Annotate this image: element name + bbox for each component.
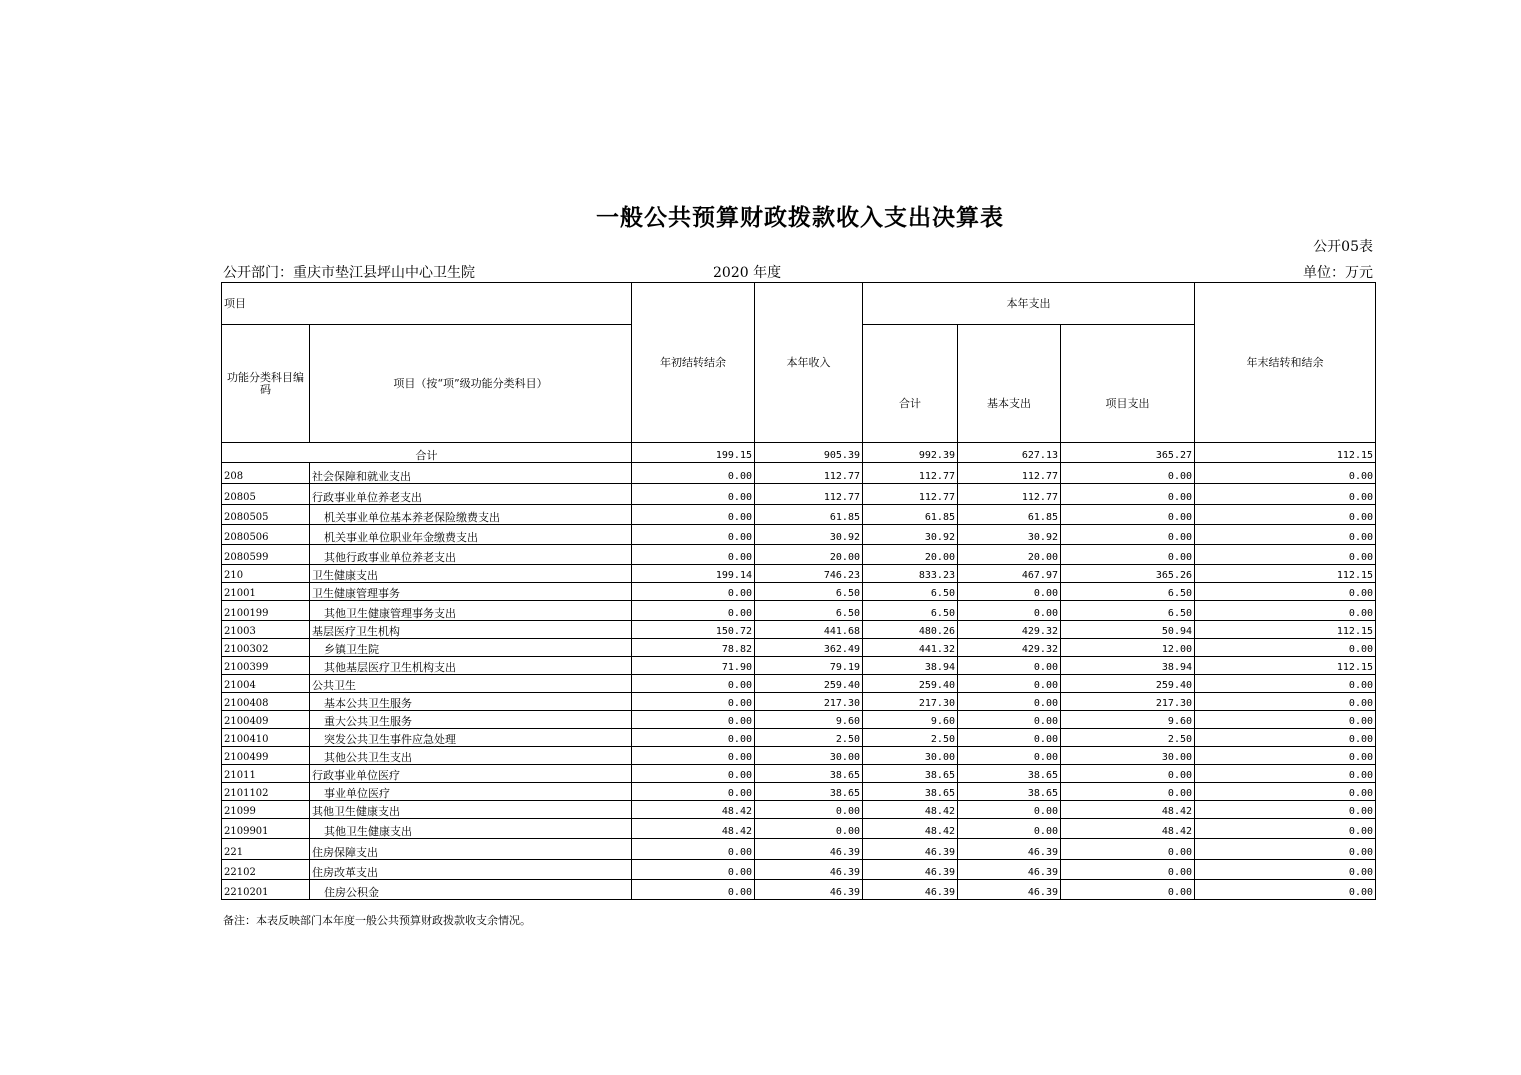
- row-expense: 217.30: [863, 693, 958, 711]
- row-name: 卫生健康管理事务: [310, 583, 632, 601]
- row-basic: 0.00: [958, 747, 1061, 765]
- header-code: 功能分类科目编码: [222, 325, 310, 443]
- row-basic: 467.97: [958, 565, 1061, 583]
- row-code: 2100302: [222, 639, 310, 657]
- header-total: 合计: [863, 325, 958, 443]
- unit-label: 单位：万元: [1303, 265, 1373, 281]
- row-opening: 0.00: [632, 783, 755, 801]
- row-basic: 0.00: [958, 693, 1061, 711]
- row-name: 社会保障和就业支出: [310, 463, 632, 484]
- row-basic: 0.00: [958, 801, 1061, 819]
- row-project: 6.50: [1061, 583, 1195, 601]
- row-income: 112.77: [755, 463, 863, 484]
- row-opening: 0.00: [632, 583, 755, 601]
- row-closing: 0.00: [1195, 675, 1376, 693]
- row-closing: 0.00: [1195, 525, 1376, 545]
- table-row: [222, 525, 1376, 545]
- row-income: 46.39: [755, 839, 863, 860]
- row-income: 112.77: [755, 484, 863, 505]
- row-basic: 38.65: [958, 765, 1061, 783]
- row-code: 20805: [222, 484, 310, 505]
- row-income: 2.50: [755, 729, 863, 747]
- table-row: [222, 839, 1376, 860]
- page-title: 一般公共预算财政拨款收入支出决算表: [596, 205, 1004, 231]
- table-row: [222, 783, 1376, 801]
- row-basic: 20.00: [958, 545, 1061, 565]
- row-project: 48.42: [1061, 819, 1195, 839]
- row-basic: 46.39: [958, 860, 1061, 880]
- header-income: 本年收入: [755, 283, 863, 443]
- table-row: [222, 860, 1376, 880]
- row-project: 365.26: [1061, 565, 1195, 583]
- row-project: 12.00: [1061, 639, 1195, 657]
- row-code: 21003: [222, 621, 310, 639]
- row-expense: 6.50: [863, 601, 958, 621]
- year-label: 2020 年度: [713, 265, 782, 281]
- row-closing: 0.00: [1195, 729, 1376, 747]
- row-income: 46.39: [755, 860, 863, 880]
- row-expense: 46.39: [863, 860, 958, 880]
- table-row: [222, 484, 1376, 505]
- row-closing: 0.00: [1195, 839, 1376, 860]
- table-row: [222, 657, 1376, 675]
- row-closing: 0.00: [1195, 860, 1376, 880]
- header-expense: 本年支出: [863, 283, 1195, 325]
- table-row: [222, 621, 1376, 639]
- row-name: 行政事业单位医疗: [310, 765, 632, 783]
- row-income: 30.00: [755, 747, 863, 765]
- row-closing: 112.15: [1195, 657, 1376, 675]
- row-income: 9.60: [755, 711, 863, 729]
- row-basic: 30.92: [958, 525, 1061, 545]
- row-opening: 71.90: [632, 657, 755, 675]
- table-row: [222, 583, 1376, 601]
- row-code: 2210201: [222, 880, 310, 900]
- row-code: 2100199: [222, 601, 310, 621]
- row-name: 住房保障支出: [310, 839, 632, 860]
- row-basic: 46.39: [958, 880, 1061, 900]
- row-closing: 0.00: [1195, 765, 1376, 783]
- table-row: [222, 711, 1376, 729]
- row-expense: 6.50: [863, 583, 958, 601]
- row-expense: 112.77: [863, 463, 958, 484]
- table-row: [222, 819, 1376, 839]
- row-code: 210: [222, 565, 310, 583]
- row-income: 0.00: [755, 819, 863, 839]
- row-income: 38.65: [755, 765, 863, 783]
- row-project: 6.50: [1061, 601, 1195, 621]
- header-project-expense: 项目支出: [1061, 325, 1195, 443]
- total-closing: 112.15: [1195, 443, 1376, 463]
- department-label: 公开部门：重庆市垫江县坪山中心卫生院: [223, 265, 475, 281]
- table-row: [222, 693, 1376, 711]
- row-income: 79.19: [755, 657, 863, 675]
- row-closing: 0.00: [1195, 545, 1376, 565]
- table-row: [222, 801, 1376, 819]
- table-row: [222, 747, 1376, 765]
- row-name: 其他公共卫生支出: [310, 747, 632, 765]
- row-project: 217.30: [1061, 693, 1195, 711]
- total-basic: 627.13: [958, 443, 1061, 463]
- row-opening: 199.14: [632, 565, 755, 583]
- row-project: 30.00: [1061, 747, 1195, 765]
- row-income: 259.40: [755, 675, 863, 693]
- row-expense: 259.40: [863, 675, 958, 693]
- row-closing: 0.00: [1195, 747, 1376, 765]
- table-row: [222, 463, 1376, 484]
- row-income: 20.00: [755, 545, 863, 565]
- row-code: 221: [222, 839, 310, 860]
- row-basic: 429.32: [958, 621, 1061, 639]
- row-income: 0.00: [755, 801, 863, 819]
- row-expense: 20.00: [863, 545, 958, 565]
- row-closing: 0.00: [1195, 639, 1376, 657]
- row-name: 机关事业单位职业年金缴费支出: [310, 525, 632, 545]
- row-code: 2080506: [222, 525, 310, 545]
- row-code: 21099: [222, 801, 310, 819]
- row-income: 6.50: [755, 601, 863, 621]
- row-name: 机关事业单位基本养老保险缴费支出: [310, 505, 632, 525]
- row-opening: 0.00: [632, 545, 755, 565]
- row-opening: 0.00: [632, 860, 755, 880]
- row-opening: 0.00: [632, 525, 755, 545]
- row-opening: 0.00: [632, 693, 755, 711]
- row-code: 2080505: [222, 505, 310, 525]
- row-closing: 0.00: [1195, 583, 1376, 601]
- header-basic: 基本支出: [958, 325, 1061, 443]
- row-opening: 0.00: [632, 675, 755, 693]
- row-opening: 0.00: [632, 463, 755, 484]
- row-code: 21004: [222, 675, 310, 693]
- table-row: [222, 601, 1376, 621]
- row-opening: 0.00: [632, 484, 755, 505]
- row-name: 其他卫生健康管理事务支出: [310, 601, 632, 621]
- row-basic: 0.00: [958, 657, 1061, 675]
- total-expense: 992.39: [863, 443, 958, 463]
- row-code: 21001: [222, 583, 310, 601]
- row-name: 公共卫生: [310, 675, 632, 693]
- row-expense: 46.39: [863, 880, 958, 900]
- row-expense: 61.85: [863, 505, 958, 525]
- row-code: 2101102: [222, 783, 310, 801]
- row-expense: 833.23: [863, 565, 958, 583]
- row-project: 0.00: [1061, 860, 1195, 880]
- row-project: 50.94: [1061, 621, 1195, 639]
- row-opening: 0.00: [632, 711, 755, 729]
- row-name: 突发公共卫生事件应急处理: [310, 729, 632, 747]
- row-basic: 112.77: [958, 484, 1061, 505]
- row-name: 其他卫生健康支出: [310, 819, 632, 839]
- row-project: 0.00: [1061, 783, 1195, 801]
- table-row: [222, 505, 1376, 525]
- header-name: 项目（按“项”级功能分类科目）: [310, 325, 632, 443]
- row-basic: 0.00: [958, 601, 1061, 621]
- row-opening: 48.42: [632, 801, 755, 819]
- row-name: 乡镇卫生院: [310, 639, 632, 657]
- form-number: 公开05表: [1313, 239, 1373, 255]
- row-name: 基本公共卫生服务: [310, 693, 632, 711]
- total-opening: 199.15: [632, 443, 755, 463]
- row-expense: 46.39: [863, 839, 958, 860]
- row-opening: 48.42: [632, 819, 755, 839]
- row-closing: 0.00: [1195, 463, 1376, 484]
- row-opening: 0.00: [632, 839, 755, 860]
- row-basic: 0.00: [958, 729, 1061, 747]
- total-row: [222, 443, 1376, 463]
- row-expense: 48.42: [863, 801, 958, 819]
- row-project: 259.40: [1061, 675, 1195, 693]
- row-project: 0.00: [1061, 545, 1195, 565]
- row-expense: 112.77: [863, 484, 958, 505]
- row-project: 0.00: [1061, 505, 1195, 525]
- row-income: 30.92: [755, 525, 863, 545]
- row-code: 2100499: [222, 747, 310, 765]
- header-row-1: [222, 283, 1376, 325]
- row-closing: 0.00: [1195, 693, 1376, 711]
- row-closing: 0.00: [1195, 711, 1376, 729]
- row-income: 38.65: [755, 783, 863, 801]
- row-expense: 480.26: [863, 621, 958, 639]
- row-code: 2080599: [222, 545, 310, 565]
- row-expense: 38.65: [863, 783, 958, 801]
- row-basic: 46.39: [958, 839, 1061, 860]
- row-code: 21011: [222, 765, 310, 783]
- row-expense: 441.32: [863, 639, 958, 657]
- row-code: 2100409: [222, 711, 310, 729]
- row-opening: 0.00: [632, 747, 755, 765]
- header-project: 项目: [222, 283, 632, 325]
- row-project: 0.00: [1061, 839, 1195, 860]
- row-basic: 429.32: [958, 639, 1061, 657]
- table-row: [222, 765, 1376, 783]
- table-row: [222, 880, 1376, 900]
- row-name: 基层医疗卫生机构: [310, 621, 632, 639]
- row-name: 其他行政事业单位养老支出: [310, 545, 632, 565]
- row-basic: 0.00: [958, 583, 1061, 601]
- row-opening: 0.00: [632, 765, 755, 783]
- row-basic: 61.85: [958, 505, 1061, 525]
- row-project: 2.50: [1061, 729, 1195, 747]
- row-basic: 0.00: [958, 711, 1061, 729]
- row-project: 0.00: [1061, 484, 1195, 505]
- row-closing: 0.00: [1195, 484, 1376, 505]
- row-project: 0.00: [1061, 880, 1195, 900]
- row-basic: 38.65: [958, 783, 1061, 801]
- header-closing: 年末结转和结余: [1195, 283, 1376, 443]
- header-opening: 年初结转结余: [632, 283, 755, 443]
- row-name: 事业单位医疗: [310, 783, 632, 801]
- table-row: [222, 729, 1376, 747]
- row-expense: 30.92: [863, 525, 958, 545]
- row-closing: 0.00: [1195, 819, 1376, 839]
- row-income: 6.50: [755, 583, 863, 601]
- table-row: [222, 639, 1376, 657]
- row-name: 其他基层医疗卫生机构支出: [310, 657, 632, 675]
- budget-table: [221, 282, 1376, 900]
- row-income: 46.39: [755, 880, 863, 900]
- table-row: [222, 675, 1376, 693]
- row-code: 2100399: [222, 657, 310, 675]
- row-closing: 0.00: [1195, 880, 1376, 900]
- row-name: 重大公共卫生服务: [310, 711, 632, 729]
- row-income: 61.85: [755, 505, 863, 525]
- row-income: 746.23: [755, 565, 863, 583]
- row-opening: 0.00: [632, 601, 755, 621]
- row-closing: 112.15: [1195, 565, 1376, 583]
- row-project: 48.42: [1061, 801, 1195, 819]
- row-project: 9.60: [1061, 711, 1195, 729]
- table-row: [222, 565, 1376, 583]
- total-project: 365.27: [1061, 443, 1195, 463]
- row-project: 0.00: [1061, 765, 1195, 783]
- row-name: 住房改革支出: [310, 860, 632, 880]
- row-closing: 0.00: [1195, 505, 1376, 525]
- total-income: 905.39: [755, 443, 863, 463]
- row-code: 208: [222, 463, 310, 484]
- row-income: 217.30: [755, 693, 863, 711]
- row-expense: 30.00: [863, 747, 958, 765]
- row-expense: 2.50: [863, 729, 958, 747]
- row-expense: 38.65: [863, 765, 958, 783]
- row-closing: 0.00: [1195, 801, 1376, 819]
- row-code: 2100408: [222, 693, 310, 711]
- row-closing: 112.15: [1195, 621, 1376, 639]
- table-row: [222, 545, 1376, 565]
- row-expense: 48.42: [863, 819, 958, 839]
- row-project: 0.00: [1061, 463, 1195, 484]
- row-code: 22102: [222, 860, 310, 880]
- row-project: 38.94: [1061, 657, 1195, 675]
- footnote: 备注：本表反映部门本年度一般公共预算财政拨款收支余情况。: [223, 914, 531, 927]
- row-name: 住房公积金: [310, 880, 632, 900]
- row-closing: 0.00: [1195, 601, 1376, 621]
- row-closing: 0.00: [1195, 783, 1376, 801]
- row-income: 362.49: [755, 639, 863, 657]
- row-basic: 112.77: [958, 463, 1061, 484]
- row-code: 2100410: [222, 729, 310, 747]
- row-opening: 0.00: [632, 505, 755, 525]
- row-name: 行政事业单位养老支出: [310, 484, 632, 505]
- row-name: 其他卫生健康支出: [310, 801, 632, 819]
- total-label: 合计: [222, 443, 632, 463]
- row-basic: 0.00: [958, 819, 1061, 839]
- row-opening: 78.82: [632, 639, 755, 657]
- row-expense: 38.94: [863, 657, 958, 675]
- row-name: 卫生健康支出: [310, 565, 632, 583]
- row-opening: 0.00: [632, 729, 755, 747]
- row-opening: 0.00: [632, 880, 755, 900]
- row-basic: 0.00: [958, 675, 1061, 693]
- row-income: 441.68: [755, 621, 863, 639]
- row-opening: 150.72: [632, 621, 755, 639]
- row-expense: 9.60: [863, 711, 958, 729]
- row-project: 0.00: [1061, 525, 1195, 545]
- row-code: 2109901: [222, 819, 310, 839]
